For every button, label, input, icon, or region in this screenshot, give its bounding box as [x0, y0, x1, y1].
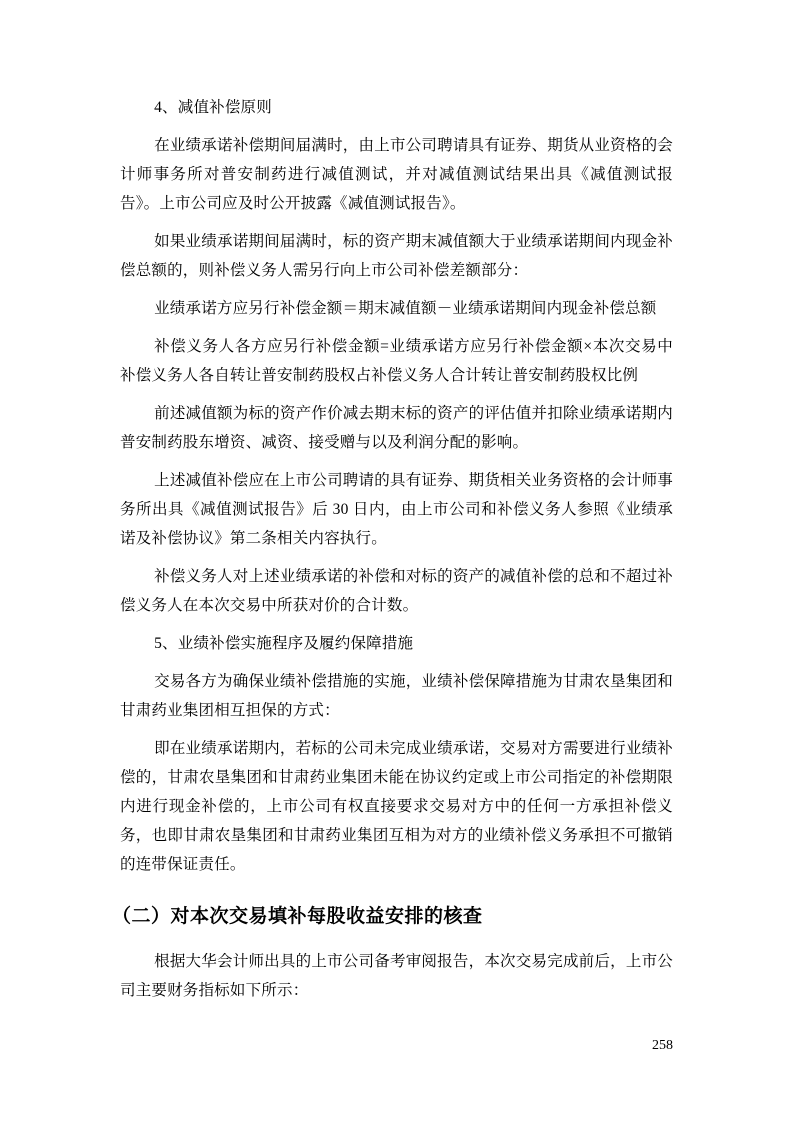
doc-paragraph: 如果业绩承诺期间届满时，标的资产期末减值额大于业绩承诺期间内现金补偿总额的，则补偿义务人需另行向上市公司补偿差额部分：	[120, 233, 673, 279]
doc-paragraph: 交易各方为确保业绩补偿措施的实施，业绩补偿保障措施为甘肃农垦集团和甘肃药业集团相互担保的方式：	[120, 673, 673, 719]
page-number: 258	[652, 1038, 673, 1053]
section-heading: （二）对本次交易填补每股收益安排的核查	[112, 906, 483, 927]
formula-line: 业绩承诺方应另行补偿金额＝期末减值额－业绩承诺期间内现金补偿总额	[154, 300, 657, 317]
document-content	[112, 93, 673, 1014]
doc-paragraph: 前述减值额为标的资产作价减去期末标的资产的评估值并扣除业绩承诺期内普安制药股东增资、减资、接受赠与以及利润分配的影响。	[120, 405, 673, 451]
numbered-subheading-4: 4、减值补偿原则	[154, 99, 272, 116]
doc-paragraph: 根据大华会计师出具的上市公司备考审阅报告，本次交易完成前后，上市公司主要财务指标如下所示：	[120, 953, 673, 999]
numbered-subheading-5: 5、业绩补偿实施程序及履约保障措施	[154, 635, 414, 652]
doc-paragraph: 即在业绩承诺期内，若标的公司未完成业绩承诺，交易对方需要进行业绩补偿的，甘肃农垦集团和甘肃药业集团未能在协议约定或上市公司指定的补偿期限内进行现金补偿的，上市公司有权直接要求交易对方中的任何一方承担补偿义务，也即甘肃农垦集团和甘肃药业集团互相为对方的业绩补偿义务承担不可撤销的连带保证责任。	[120, 740, 673, 873]
doc-paragraph: 上述减值补偿应在上市公司聘请的具有证券、期货相关业务资格的会计师事务所出具《减值测试报告》后 30 日内，由上市公司和补偿义务人参照《业绩承诺及补偿协议》第二条相关内容执行。	[120, 472, 673, 547]
formula-line: 补偿义务人各方应另行补偿金额=业绩承诺方应另行补偿金额×本次交易中补偿义务人各自转让普安制药股权占补偿义务人合计转让普安制药股权比例	[120, 338, 673, 384]
doc-paragraph: 在业绩承诺补偿期间届满时，由上市公司聘请具有证券、期货从业资格的会计师事务所对普安制药进行减值测试，并对减值测试结果出具《减值测试报告》。上市公司应及时公开披露《减值测试报告》。	[120, 137, 673, 212]
doc-paragraph: 补偿义务人对上述业绩承诺的补偿和对标的资产的减值补偿的总和不超过补偿义务人在本次交易中所获对价的合计数。	[120, 568, 673, 614]
